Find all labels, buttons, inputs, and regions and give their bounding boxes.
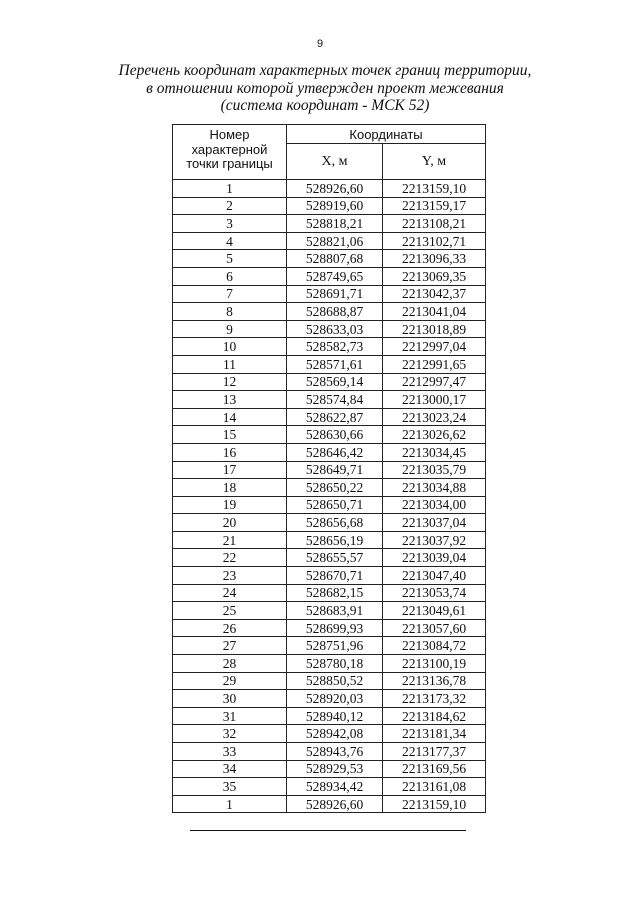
point-number-cell: 24: [173, 584, 287, 602]
y-coordinate-cell: 2213177,37: [383, 743, 486, 761]
table-row: [173, 197, 486, 215]
header-x: X, м: [287, 144, 383, 180]
point-number-cell: 18: [173, 479, 287, 497]
x-coordinate-cell: 528919,60: [287, 197, 383, 215]
table-row: [173, 285, 486, 303]
table-row: [173, 602, 486, 620]
page-number: 9: [316, 38, 324, 50]
x-coordinate-cell: 528691,71: [287, 285, 383, 303]
y-coordinate-cell: 2213023,24: [383, 408, 486, 426]
table-row: [173, 743, 486, 761]
x-coordinate-cell: 528850,52: [287, 672, 383, 690]
x-coordinate-cell: 528929,53: [287, 760, 383, 778]
y-coordinate-cell: 2213181,34: [383, 725, 486, 743]
table-row: [173, 215, 486, 233]
x-coordinate-cell: 528630,66: [287, 426, 383, 444]
y-coordinate-cell: 2213000,17: [383, 391, 486, 409]
y-coordinate-cell: 2213169,56: [383, 760, 486, 778]
y-coordinate-cell: 2213057,60: [383, 619, 486, 637]
x-coordinate-cell: 528807,68: [287, 250, 383, 268]
x-coordinate-cell: 528670,71: [287, 567, 383, 585]
point-number-cell: 32: [173, 725, 287, 743]
x-coordinate-cell: 528582,73: [287, 338, 383, 356]
coordinates-table: [172, 124, 486, 813]
x-coordinate-cell: 528942,08: [287, 725, 383, 743]
x-coordinate-cell: 528571,61: [287, 355, 383, 373]
header-y: Y, м: [383, 144, 486, 180]
point-number-cell: 7: [173, 285, 287, 303]
table-row: [173, 567, 486, 585]
y-coordinate-cell: 2213159,17: [383, 197, 486, 215]
y-coordinate-cell: 2213184,62: [383, 707, 486, 725]
table-row: [173, 514, 486, 532]
table-row: [173, 391, 486, 409]
y-coordinate-cell: 2212997,47: [383, 373, 486, 391]
table-row: [173, 690, 486, 708]
point-number-cell: 33: [173, 743, 287, 761]
header-number-line: характерной: [191, 141, 268, 157]
y-coordinate-cell: 2213069,35: [383, 267, 486, 285]
y-coordinate-cell: 2213042,37: [383, 285, 486, 303]
table-row: [173, 180, 486, 198]
x-coordinate-cell: 528656,68: [287, 514, 383, 532]
point-number-cell: 16: [173, 443, 287, 461]
point-number-cell: 28: [173, 655, 287, 673]
table-row: [173, 655, 486, 673]
header-point-number: [173, 125, 287, 180]
table-row: [173, 408, 486, 426]
y-coordinate-cell: 2213136,78: [383, 672, 486, 690]
point-number-cell: 1: [173, 795, 287, 813]
x-coordinate-cell: 528821,06: [287, 232, 383, 250]
title-line: (система координат - МСК 52): [220, 97, 430, 114]
table-row: [173, 778, 486, 796]
table-row: [173, 531, 486, 549]
point-number-cell: 5: [173, 250, 287, 268]
table-row: [173, 795, 486, 813]
y-coordinate-cell: 2213102,71: [383, 232, 486, 250]
point-number-cell: 23: [173, 567, 287, 585]
bottom-rule: [190, 830, 466, 831]
x-coordinate-cell: 528574,84: [287, 391, 383, 409]
point-number-cell: 8: [173, 303, 287, 321]
y-coordinate-cell: 2213053,74: [383, 584, 486, 602]
table-row: [173, 461, 486, 479]
y-coordinate-cell: 2212991,65: [383, 355, 486, 373]
point-number-cell: 34: [173, 760, 287, 778]
point-number-cell: 25: [173, 602, 287, 620]
point-number-cell: 11: [173, 355, 287, 373]
point-number-cell: 29: [173, 672, 287, 690]
table-row: [173, 426, 486, 444]
x-coordinate-cell: 528655,57: [287, 549, 383, 567]
y-coordinate-cell: 2213096,33: [383, 250, 486, 268]
point-number-cell: 1: [173, 180, 287, 198]
x-coordinate-cell: 528780,18: [287, 655, 383, 673]
y-coordinate-cell: 2213049,61: [383, 602, 486, 620]
x-coordinate-cell: 528683,91: [287, 602, 383, 620]
x-coordinate-cell: 528926,60: [287, 795, 383, 813]
x-coordinate-cell: 528699,93: [287, 619, 383, 637]
x-coordinate-cell: 528749,65: [287, 267, 383, 285]
point-number-cell: 13: [173, 391, 287, 409]
x-coordinate-cell: 528633,03: [287, 320, 383, 338]
y-coordinate-cell: 2213041,04: [383, 303, 486, 321]
x-coordinate-cell: 528650,71: [287, 496, 383, 514]
point-number-cell: 2: [173, 197, 287, 215]
point-number-cell: 6: [173, 267, 287, 285]
table-row: [173, 725, 486, 743]
y-coordinate-cell: 2213084,72: [383, 637, 486, 655]
point-number-cell: 10: [173, 338, 287, 356]
table-row: [173, 637, 486, 655]
point-number-cell: 12: [173, 373, 287, 391]
point-number-cell: 30: [173, 690, 287, 708]
point-number-cell: 35: [173, 778, 287, 796]
x-coordinate-cell: 528751,96: [287, 637, 383, 655]
table-row: [173, 443, 486, 461]
table-row: [173, 303, 486, 321]
x-coordinate-cell: 528682,15: [287, 584, 383, 602]
point-number-cell: 3: [173, 215, 287, 233]
point-number-cell: 15: [173, 426, 287, 444]
table-row: [173, 619, 486, 637]
x-coordinate-cell: 528920,03: [287, 690, 383, 708]
table-row: [173, 496, 486, 514]
table-row: [173, 584, 486, 602]
point-number-cell: 17: [173, 461, 287, 479]
table-row: [173, 338, 486, 356]
point-number-cell: 31: [173, 707, 287, 725]
point-number-cell: 4: [173, 232, 287, 250]
x-coordinate-cell: 528934,42: [287, 778, 383, 796]
y-coordinate-cell: 2213018,89: [383, 320, 486, 338]
table-row: [173, 250, 486, 268]
y-coordinate-cell: 2213108,21: [383, 215, 486, 233]
table-row: [173, 232, 486, 250]
point-number-cell: 19: [173, 496, 287, 514]
point-number-cell: 21: [173, 531, 287, 549]
y-coordinate-cell: 2213159,10: [383, 180, 486, 198]
point-number-cell: 9: [173, 320, 287, 338]
x-coordinate-cell: 528646,42: [287, 443, 383, 461]
point-number-cell: 27: [173, 637, 287, 655]
y-coordinate-cell: 2213034,88: [383, 479, 486, 497]
x-coordinate-cell: 528940,12: [287, 707, 383, 725]
y-coordinate-cell: 2213159,10: [383, 795, 486, 813]
y-coordinate-cell: 2213034,45: [383, 443, 486, 461]
y-coordinate-cell: 2213047,40: [383, 567, 486, 585]
header-number-line: точки границы: [186, 156, 273, 171]
table-body: [173, 180, 486, 813]
x-coordinate-cell: 528943,76: [287, 743, 383, 761]
header-coordinates: Координаты: [287, 125, 486, 144]
y-coordinate-cell: 2213037,04: [383, 514, 486, 532]
x-coordinate-cell: 528818,21: [287, 215, 383, 233]
table-row: [173, 320, 486, 338]
x-coordinate-cell: 528688,87: [287, 303, 383, 321]
header-number-line: Номер: [209, 127, 250, 142]
y-coordinate-cell: 2213173,32: [383, 690, 486, 708]
y-coordinate-cell: 2212997,04: [383, 338, 486, 356]
table-row: [173, 355, 486, 373]
table-row: [173, 760, 486, 778]
y-coordinate-cell: 2213039,04: [383, 549, 486, 567]
y-coordinate-cell: 2213026,62: [383, 426, 486, 444]
x-coordinate-cell: 528569,14: [287, 373, 383, 391]
y-coordinate-cell: 2213037,92: [383, 531, 486, 549]
table-row: [173, 373, 486, 391]
table-row: [173, 672, 486, 690]
table-row: [173, 707, 486, 725]
x-coordinate-cell: 528622,87: [287, 408, 383, 426]
point-number-cell: 22: [173, 549, 287, 567]
table-row: [173, 479, 486, 497]
y-coordinate-cell: 2213161,08: [383, 778, 486, 796]
table-row: [173, 267, 486, 285]
table-row: [173, 549, 486, 567]
x-coordinate-cell: 528649,71: [287, 461, 383, 479]
x-coordinate-cell: 528650,22: [287, 479, 383, 497]
point-number-cell: 20: [173, 514, 287, 532]
title-line: Перечень координат характерных точек границ территории,: [118, 62, 532, 79]
point-number-cell: 26: [173, 619, 287, 637]
x-coordinate-cell: 528926,60: [287, 180, 383, 198]
point-number-cell: 14: [173, 408, 287, 426]
title-line: в отношении которой утвержден проект межевания: [146, 79, 504, 97]
y-coordinate-cell: 2213035,79: [383, 461, 486, 479]
y-coordinate-cell: 2213034,00: [383, 496, 486, 514]
document-title: [80, 62, 570, 115]
x-coordinate-cell: 528656,19: [287, 531, 383, 549]
y-coordinate-cell: 2213100,19: [383, 655, 486, 673]
